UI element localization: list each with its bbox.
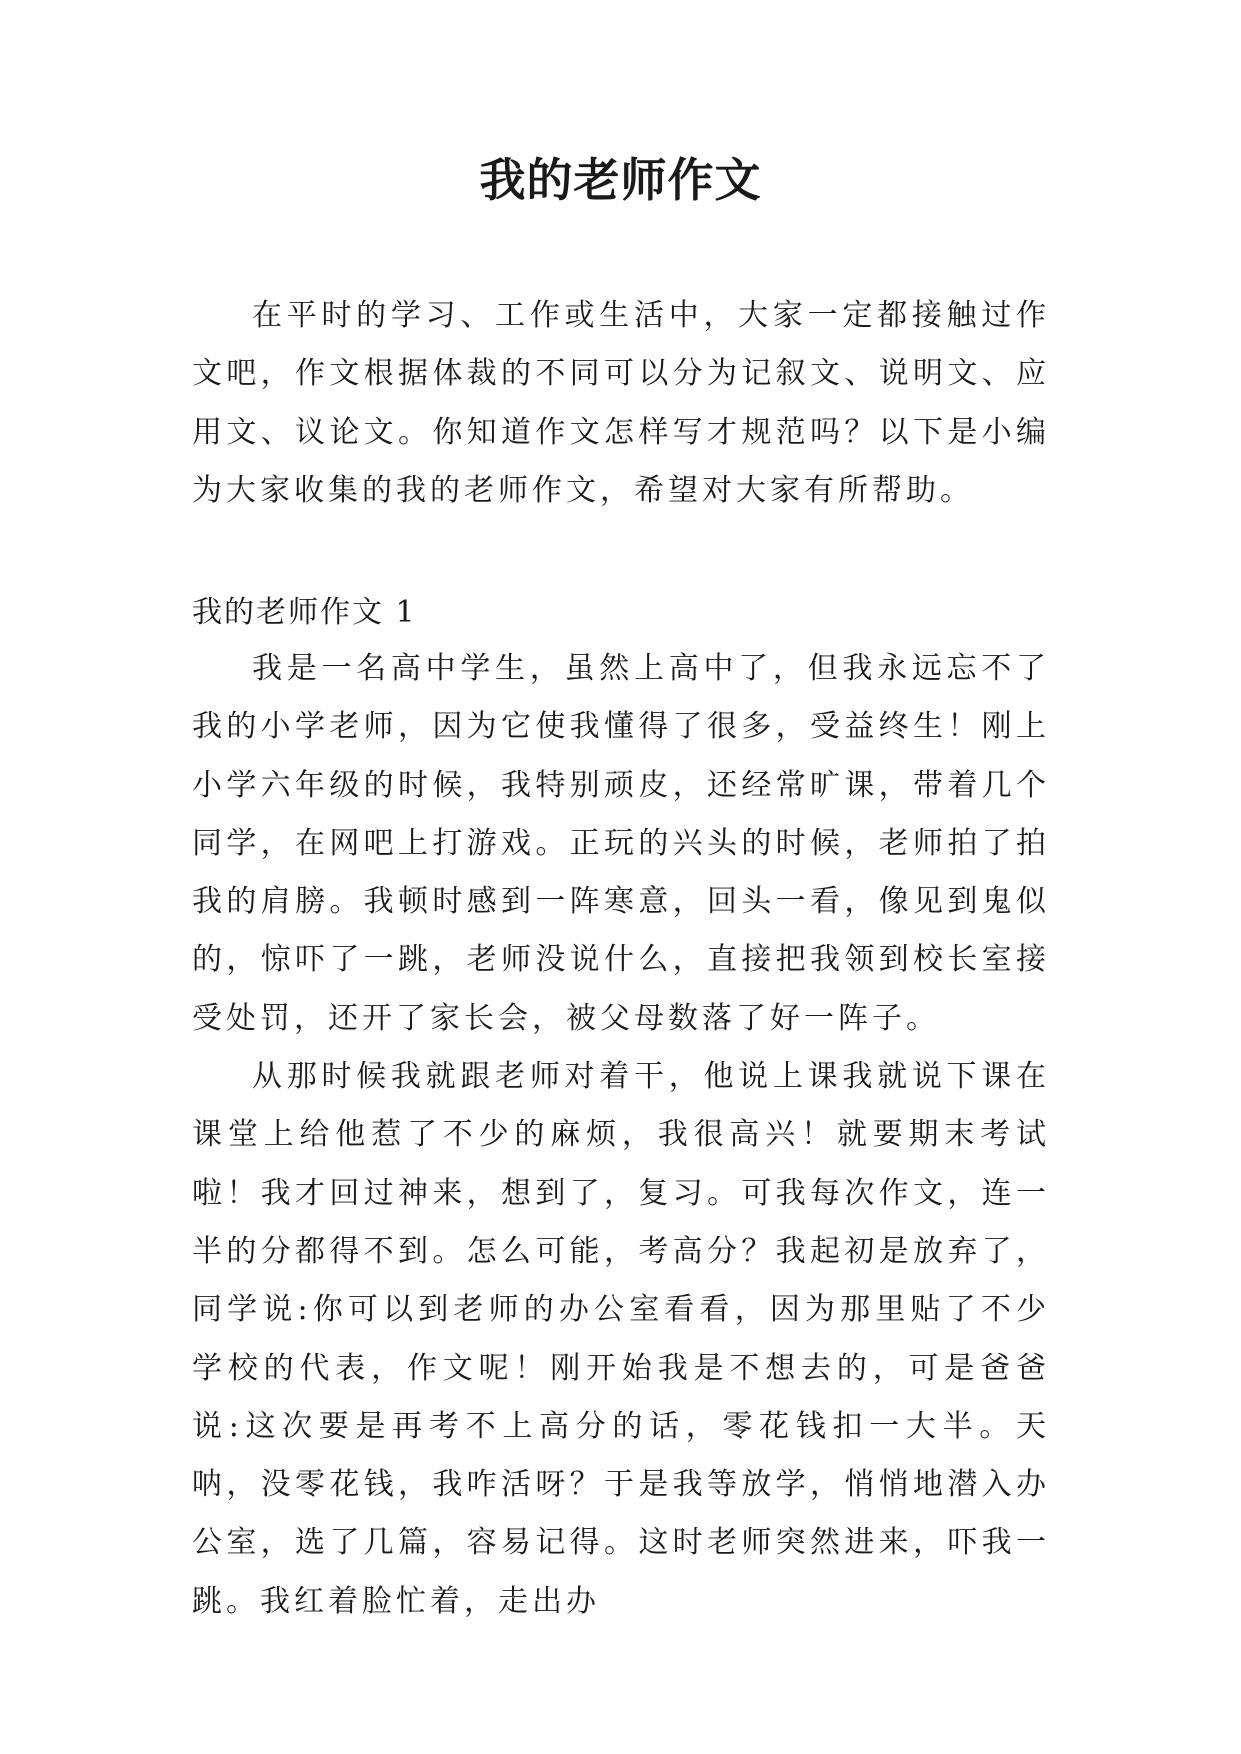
essay-body bbox=[192, 640, 1050, 1631]
intro-paragraph: 在平时的学习、工作或生活中，大家一定都接触过作文吧，作文根据体裁的不同可以分为记叙文、说明文、应用文、议论文。你知道作文怎样写才规范吗？以下是小编为大家收集的我的老师作文，希望对大家有所帮助。 bbox=[192, 298, 1050, 508]
intro-section bbox=[192, 287, 1050, 520]
document-title: 我的老师作文 bbox=[479, 153, 762, 207]
section-heading: 我的老师作文 1 bbox=[192, 595, 417, 630]
essay-paragraph-2: 从那时候我就跟老师对着干，他说上课我就说下课在课堂上给他惹了不少的麻烦，我很高兴！就要期末考试啦！我才回过神来，想到了，复习。可我每次作文，连一半的分都得不到。怎么可能，考高分？我起初是放弃了，同学说:你可以到老师的办公室看看，因为那里贴了不少学校的代表，作文呢！刚开始我是不想去的，可是爸爸说:这次要是再考不上高分的话，零花钱扣一大半。天呐，没零花钱，我咋活呀？于是我等放学，悄悄地潜入办公室，选了几篇，容易记得。这时老师突然进来，吓我一跳。我红着脸忙着，走出办 bbox=[192, 1059, 1050, 1619]
essay-paragraph-1: 我是一名高中学生，虽然上高中了，但我永远忘不了我的小学老师，因为它使我懂得了很多，受益终生！刚上小学六年级的时候，我特别顽皮，还经常旷课，带着几个同学，在网吧上打游戏。正玩的兴头的时候，老师拍了拍我的肩膀。我顿时感到一阵寒意，回头一看，像见到鬼似的，惊吓了一跳，老师没说什么，直接把我领到校长室接受处罚，还开了家长会，被父母数落了好一阵子。 bbox=[192, 651, 1050, 1036]
